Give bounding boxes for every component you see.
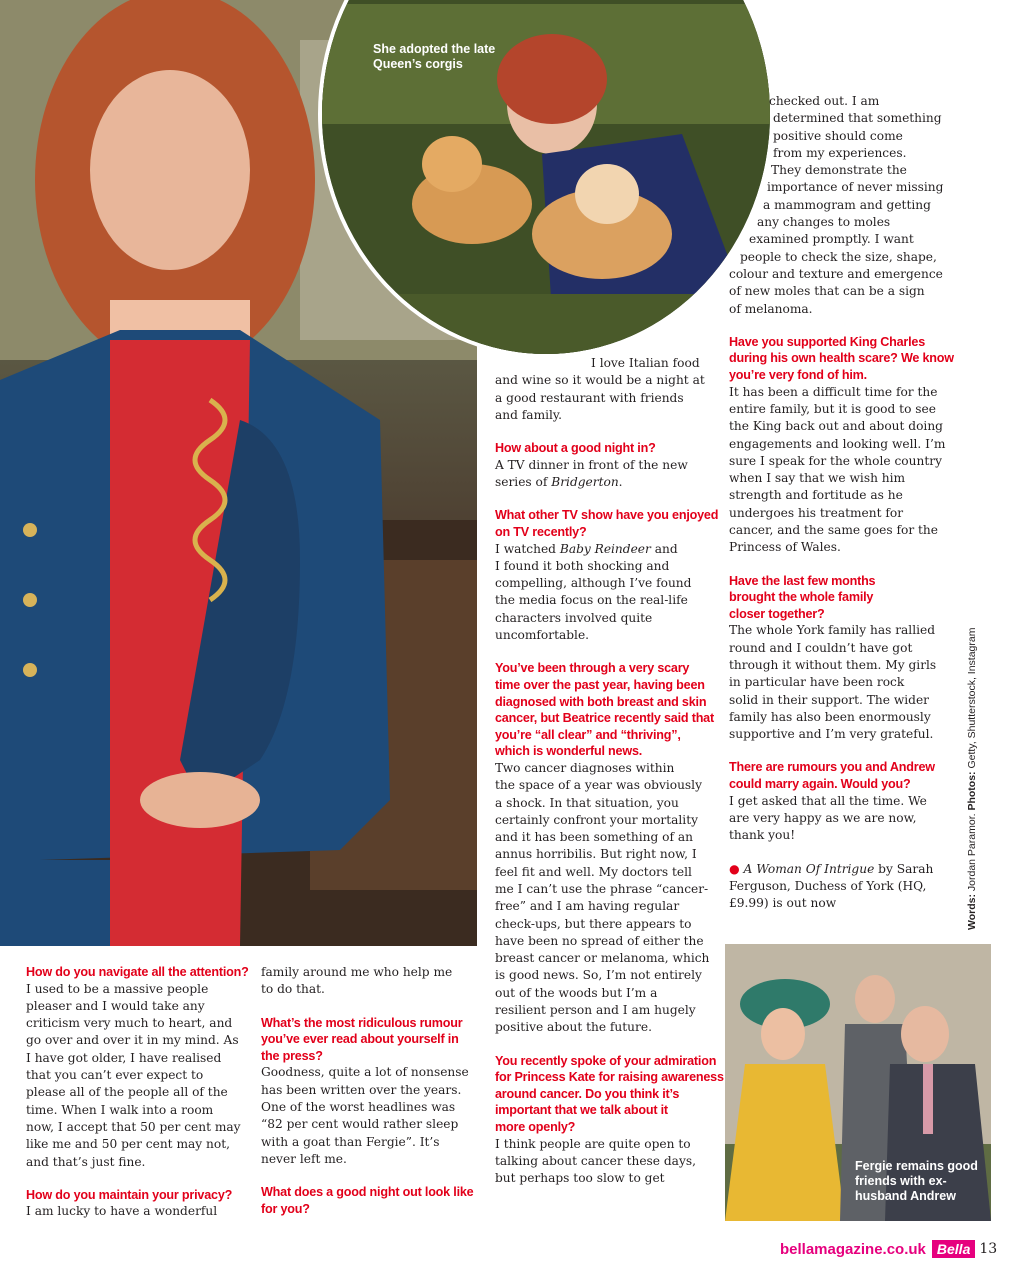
question-line: What does a good night out look like [261,1185,474,1200]
answer-line: and it has been something of an [495,830,694,845]
answer-line: feel fit and well. My doctors tell [495,864,692,879]
question-cancer [495,660,724,760]
answer-line: importance of never missing [767,180,944,195]
answer-line: It has been a difficult time for the [729,384,938,399]
answer-line: have been no spread of either the [495,933,704,948]
credit-text: Getty, Shutterstock, Instagram [966,627,978,772]
answer-line: characters involved quite [495,610,653,625]
question-privacy: How do you maintain your privacy? [26,1187,233,1202]
answer-line: breast cancer or melanoma, which [495,951,710,966]
question-line: on TV recently? [495,524,587,539]
question-line: during his own health scare? We know [729,351,954,366]
answer-line: I found it both shocking and [495,558,670,573]
answer-line: but perhaps too slow to get [495,1171,665,1186]
answer-line: check-ups, but there appears to [495,916,692,931]
answer-line: The whole York family has rallied [729,623,936,638]
answer-line: are very happy as we are now, [729,810,917,825]
answer-line: undergoes his treatment for [729,505,904,520]
question-line: Have the last few months [729,573,876,588]
question-line: you’ve ever read about yourself in [261,1032,459,1047]
text-run: I watched [495,541,560,556]
text-run: series of [495,475,552,490]
answer-line: determined that something [773,111,942,126]
question-night-out [261,1184,473,1217]
answer-line: and family. [495,407,563,422]
caption-line: husband Andrew [855,1189,956,1203]
answer-line: and that’s just fine. [26,1154,146,1169]
answer-king-charles [729,384,954,557]
column-1 [26,964,249,1221]
answer-line: the King back out and about doing [729,419,943,434]
answer-line: the space of a year was obviously [495,778,702,793]
answer-line: positive should come [773,128,903,143]
answer-line: pleaser and I would take any [26,998,205,1013]
question-attention: How do you navigate all the attention? [26,965,249,979]
answer-line: uncomfortable. [495,628,590,643]
credit-label: Words: [966,894,978,930]
question-line: you’re very fond of him. [729,368,867,383]
text-run: by Sarah [874,861,934,876]
answer-line: family around me who help me [261,965,453,979]
answer-line: annus horribilis. But right now, I [495,847,697,862]
answer-line: go over and over it in my mind. As [26,1033,239,1048]
question-line: cancer, but Beatrice recently said that [495,711,714,726]
answer-line: I get asked that all the time. We [729,793,927,808]
answer-privacy-continued [261,964,473,999]
caption-line: friends with ex- [855,1174,947,1188]
answer-line: examined promptly. I want [749,232,914,247]
answer-line: supportive and I’m very grateful. [729,727,934,742]
show-title: Bridgerton [551,475,619,490]
answer-line: Goodness, quite a lot of nonsense [261,1065,469,1080]
brand-badge: Bella [932,1240,975,1258]
answer-tv-show [495,541,724,645]
answer-line: sure I speak for the whole country [729,453,942,468]
answer-privacy [26,1203,249,1220]
answer-family-closer [729,622,954,743]
answer-line: criticism very much to heart, and [26,1016,233,1031]
answer-line: I used to be a massive people [26,981,209,996]
page-number: 13 [979,1241,998,1257]
answer-attention [26,981,249,1171]
book-line: Ferguson, Duchess of York (HQ, [729,878,927,893]
answer-line: family has also been enormously [729,709,931,724]
answer-line: with a goat than Fergie”. It’s [261,1134,440,1149]
question-line: time over the past year, having been [495,677,705,692]
footer [780,1240,997,1258]
answer-line: please all of the people all of the [26,1085,228,1100]
question-line: you’re “all clear” and “thriving”, [495,727,681,742]
question-line: for you? [261,1201,310,1216]
caption-line: Queen’s corgis [373,57,463,71]
answer-line: I am lucky to have a wonderful [26,1204,218,1219]
answer-line: compelling, although I’ve found [495,576,692,591]
family-photo [725,944,991,1221]
answer-line: I have got older, I have realised [26,1050,222,1065]
question-princess-kate [495,1053,724,1136]
answer-line: a good restaurant with friends [495,390,684,405]
answer-line: cancer, and the same goes for the [729,523,938,538]
answer-line: of melanoma. [729,301,813,316]
question-tv-show [495,507,724,540]
answer-line: never left me. [261,1151,347,1166]
answer-line: resilient person and I am hugely [495,1003,696,1018]
answer-line: out of the woods but I’m a [495,985,658,1000]
answer-line [495,541,724,558]
answer-line: people to check the size, shape, [740,249,937,264]
answer-line: They demonstrate the [771,163,907,178]
question-rumour [261,1015,473,1065]
question-line: You recently spoke of your admiration [495,1053,717,1068]
question-line: could marry again. Would you? [729,777,911,792]
question-line: What’s the most ridiculous rumour [261,1015,463,1030]
answer-line: free” and I am having regular [495,899,680,914]
family-caption [855,1159,978,1204]
answer-line: certainly confront your mortality [495,812,698,827]
answer-line: solid in their support. The wider [729,692,929,707]
question-line: You’ve been through a very scary [495,661,690,676]
credit-text: Jordan Paramor. [966,810,978,895]
answer-line: a mammogram and getting [763,197,931,212]
answer-princess-kate [495,1136,724,1188]
question-king-charles [729,334,954,384]
question-line: There are rumours you and Andrew [729,760,935,775]
question-line: more openly? [495,1120,576,1135]
book-line: £9.99) is out now [729,896,837,911]
answer-line: Princess of Wales. [729,540,841,555]
answer-line: thank you! [729,828,796,843]
answer-marry-again [729,793,954,845]
credit-label: Photos: [966,771,978,811]
answer-line: like me and 50 per cent may not, [26,1137,230,1152]
answer-line: strength and fortitude as he [729,488,903,503]
answer-rumour [261,1064,473,1168]
answer-line: colour and texture and emergence [729,266,943,281]
answer-night-in [495,457,724,492]
book-info [729,861,954,913]
question-marry-again [729,759,954,792]
column-2 [261,964,473,1217]
answer-line: engagements and looking well. I’m [729,436,946,451]
answer-line: any changes to moles [757,215,891,230]
answer-line: me I can’t use the phrase “cancer- [495,881,709,896]
caption-line: She adopted the late [373,42,496,56]
bullet-icon: ● [729,861,740,876]
answer-line: “82 per cent would rather sleep [261,1117,459,1132]
answer-line: talking about cancer these days, [495,1153,696,1168]
answer-line [495,474,724,491]
question-line: diagnosed with both breast and skin [495,694,707,709]
question-line: What other TV show have you enjoyed [495,508,719,523]
question-line: for Princess Kate for raising awareness [495,1070,724,1085]
column-3 [495,355,724,1188]
answer-night-out [495,355,724,424]
answer-line: checked out. I am [769,94,880,108]
text-run: and [650,541,678,556]
text-run: . [618,475,623,490]
answer-line: positive about the future. [495,1020,652,1035]
answer-line: of new moles that can be a sign [729,284,925,299]
answer-line: now, I accept that 50 per cent may [26,1119,241,1134]
answer-line: entire family, but it is good to see [729,401,936,416]
question-line: closer together? [729,606,825,621]
question-family-closer [729,573,954,623]
answer-line: to do that. [261,982,325,997]
answer-line: in particular have been rock [729,675,905,690]
answer-line: and wine so it would be a night at [495,373,705,388]
answer-line: through it without them. My girls [729,657,937,672]
book-line [729,861,954,878]
answer-line: the media focus on the real-life [495,593,688,608]
question-line: which is wonderful news. [495,744,643,759]
site-url: bellamagazine.co.uk [780,1240,926,1258]
answer-line: One of the worst headlines was [261,1099,456,1114]
question-night-in: How about a good night in? [495,441,656,456]
answer-line: from my experiences. [773,145,907,160]
answer-princess-kate-continued [729,93,954,318]
photo-credits [966,627,978,930]
answer-line: is good news. So, I’m not entirely [495,968,702,983]
answer-line: time. When I walk into a room [26,1102,214,1117]
answer-line: when I say that we wish him [729,471,906,486]
answer-line: I love Italian food [591,356,700,370]
answer-line: A TV dinner in front of the new [495,457,688,472]
question-line: important that we talk about it [495,1103,668,1118]
answer-line: round and I couldn’t have got [729,640,913,655]
answer-line: a shock. In that situation, you [495,795,679,810]
corgis-caption [373,42,495,72]
answer-line: Two cancer diagnoses within [495,760,675,775]
show-title: Baby Reindeer [559,541,651,556]
question-line: Have you supported King Charles [729,334,926,349]
question-line: around cancer. Do you think it’s [495,1086,680,1101]
question-line: brought the whole family [729,590,874,605]
answer-cancer [495,760,724,1037]
answer-line: that you can’t ever expect to [26,1068,204,1083]
caption-line: Fergie remains good [855,1159,978,1173]
book-title: A Woman Of Intrigue [743,861,875,876]
question-line: the press? [261,1048,323,1063]
column-4 [729,93,954,912]
answer-line: has been written over the years. [261,1082,462,1097]
answer-line: I think people are quite open to [495,1136,691,1151]
